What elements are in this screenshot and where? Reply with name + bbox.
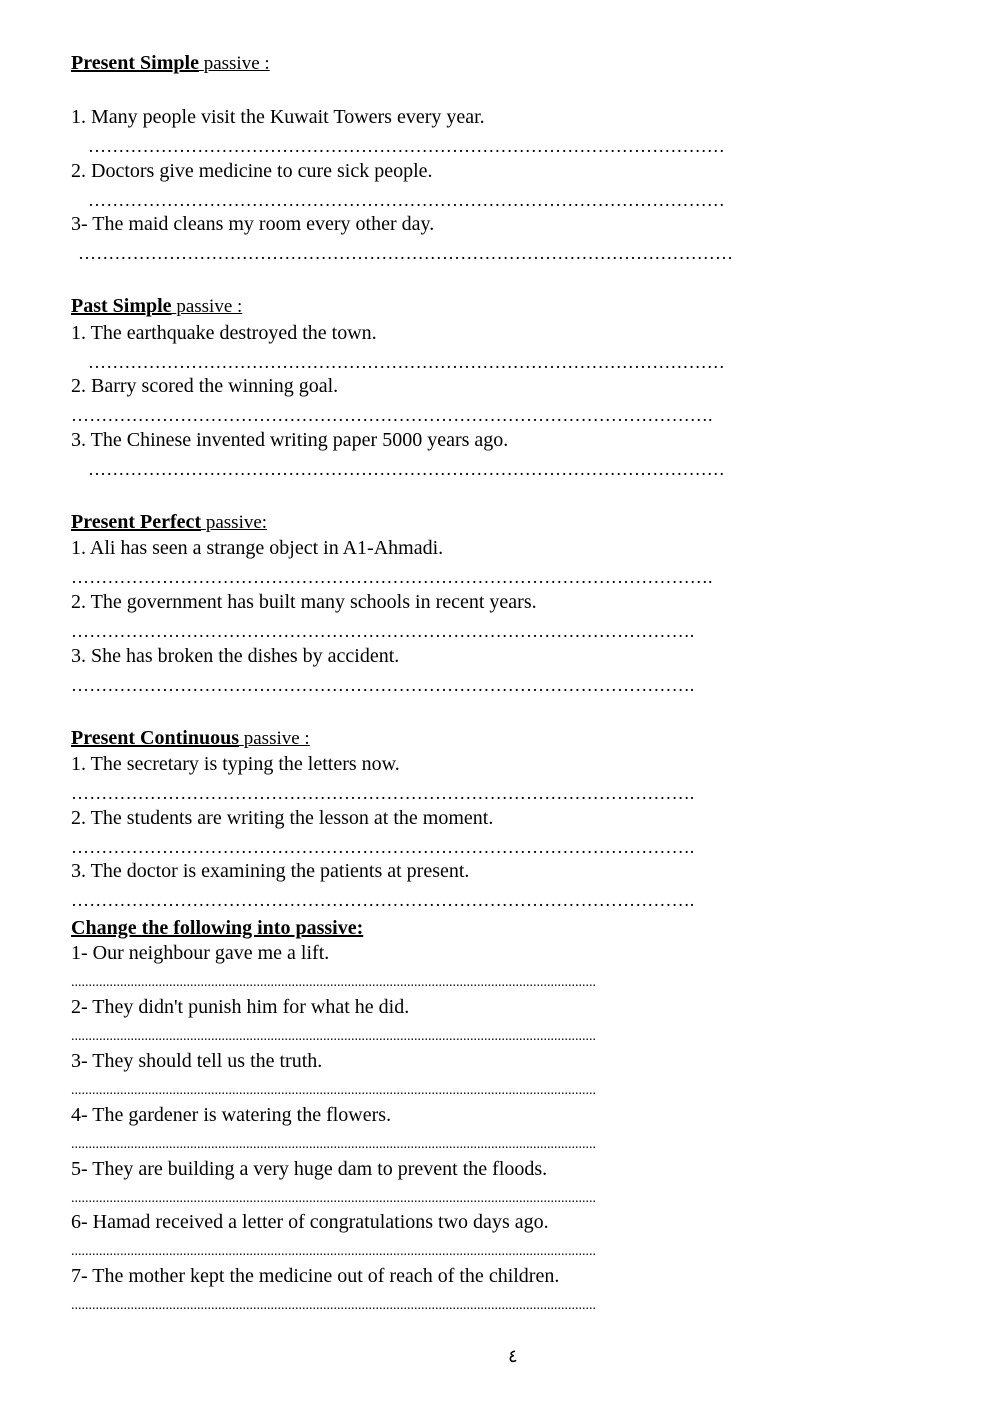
exercise-item: 2- They didn't punish him for what he did. — [71, 996, 410, 1018]
exercise-item: 1. The secretary is typing the letters now. — [71, 753, 400, 775]
exercise-item: 4- The gardener is watering the flowers. — [71, 1104, 392, 1126]
answer-line[interactable]: …………………………………………………………………………………………… — [88, 352, 725, 372]
exercise-item: 3. The Chinese invented writing paper 5000 years ago. — [71, 429, 509, 451]
answer-line[interactable]: ...................................................................................................................................................... — [71, 975, 596, 990]
section-heading-present-continuous: Present Continuous passive : — [71, 727, 310, 749]
exercise-item: 1. The earthquake destroyed the town. — [71, 322, 377, 344]
answer-line[interactable]: ……………………………………………………………………………………………. — [71, 405, 713, 425]
section-heading-past-simple: Past Simple passive : — [71, 295, 243, 317]
answer-line[interactable]: …………………………………………………………………………………………… — [88, 459, 725, 479]
answer-line[interactable]: …………………………………………………………………………………………… — [88, 136, 725, 156]
answer-line[interactable]: ……………………………………………………………………………………………. — [71, 567, 713, 587]
answer-line[interactable]: ...................................................................................................................................................... — [71, 1244, 596, 1259]
answer-line[interactable]: …………………………………………………………………………………………. — [71, 783, 695, 803]
exercise-item: 7- The mother kept the medicine out of reach of the children. — [71, 1265, 560, 1287]
answer-line[interactable]: …………………………………………………………………………………………. — [71, 621, 695, 641]
answer-line[interactable]: ...................................................................................................................................................... — [71, 1029, 596, 1044]
exercise-item: 1. Many people visit the Kuwait Towers every year. — [71, 106, 485, 128]
page-number: ٤ — [508, 1346, 518, 1366]
exercise-item: 2. The government has built many schools in recent years. — [71, 591, 537, 613]
exercise-item: 2. Barry scored the winning goal. — [71, 375, 339, 397]
answer-line[interactable]: ...................................................................................................................................................... — [71, 1083, 596, 1098]
answer-line[interactable]: …………………………………………………………………………………………. — [71, 675, 695, 695]
exercise-item: 5- They are building a very huge dam to prevent the floods. — [71, 1158, 548, 1180]
section-heading-present-simple: Present Simple passive : — [71, 52, 270, 74]
answer-line[interactable]: …………………………………………………………………………………………. — [71, 890, 695, 910]
section-heading-change-passive: Change the following into passive: — [71, 917, 364, 939]
exercise-item: 3. The doctor is examining the patients at present. — [71, 860, 470, 882]
answer-line[interactable]: ……………………………………………………………………………………………… — [78, 243, 734, 263]
answer-line[interactable]: ...................................................................................................................................................... — [71, 1191, 596, 1206]
exercise-item: 3- They should tell us the truth. — [71, 1050, 323, 1072]
section-heading-present-perfect: Present Perfect passive: — [71, 511, 268, 533]
exercise-item: 1- Our neighbour gave me a lift. — [71, 942, 330, 964]
answer-line[interactable]: ...................................................................................................................................................... — [71, 1137, 596, 1152]
exercise-item: 3. She has broken the dishes by accident. — [71, 645, 400, 667]
exercise-item: 1. Ali has seen a strange object in A1-Ahmadi. — [71, 537, 444, 559]
answer-line[interactable]: …………………………………………………………………………………………. — [71, 837, 695, 857]
exercise-item: 3- The maid cleans my room every other day. — [71, 213, 435, 235]
answer-line[interactable]: …………………………………………………………………………………………… — [88, 190, 725, 210]
answer-line[interactable]: ...................................................................................................................................................... — [71, 1298, 596, 1313]
exercise-item: 6- Hamad received a letter of congratulations two days ago. — [71, 1211, 549, 1233]
exercise-item: 2. The students are writing the lesson at the moment. — [71, 807, 494, 829]
exercise-item: 2. Doctors give medicine to cure sick people. — [71, 160, 433, 182]
